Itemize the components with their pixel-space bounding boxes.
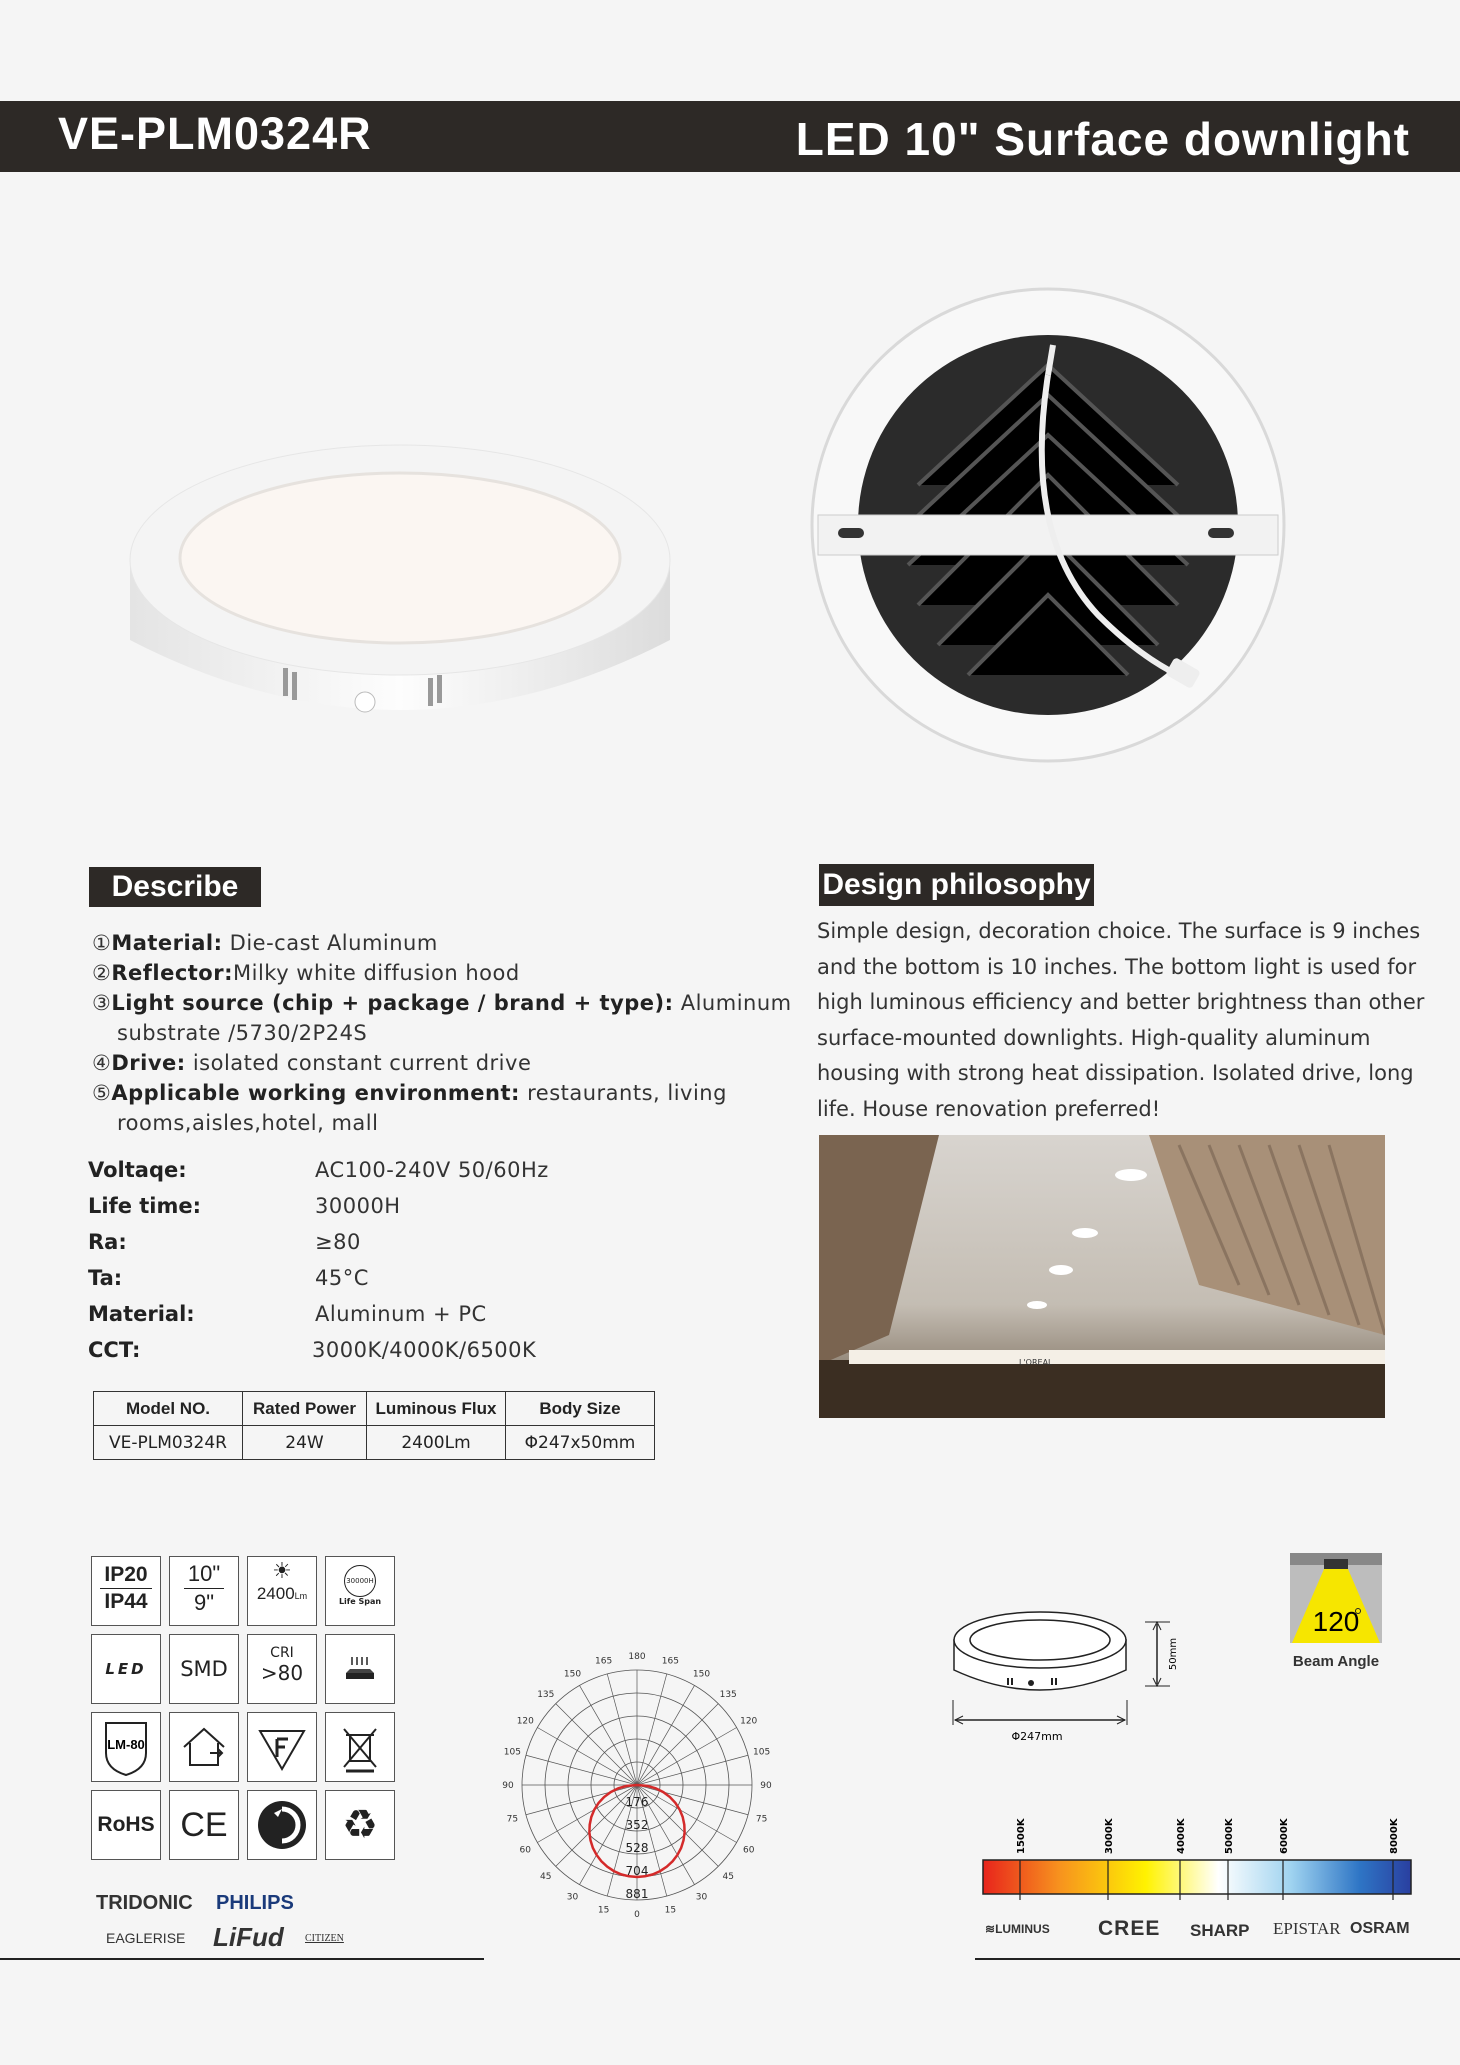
beam-angle-label: Beam Angle <box>1292 1653 1380 1670</box>
spec-label: Material: <box>88 1302 195 1326</box>
table-cell: 24W <box>243 1426 367 1460</box>
model-number: VE-PLM0324R <box>58 108 372 159</box>
polar-angle-label: 30 <box>566 1892 579 1903</box>
table-header-cell: Model NO. <box>94 1392 243 1426</box>
ceiling-scene-image <box>819 1135 1385 1418</box>
dimension-diameter: Φ247mm <box>1011 1730 1063 1743</box>
polar-spoke <box>537 1785 637 1843</box>
polar-angle-label: 30 <box>695 1892 708 1903</box>
lumen-icon: ☀ 2400Lm <box>247 1556 317 1626</box>
polar-ring-label: 352 <box>625 1818 649 1832</box>
spec-label: Ra: <box>88 1230 127 1254</box>
polar-spoke <box>637 1755 748 1785</box>
brand-philips: PHILIPS <box>216 1892 294 1914</box>
polar-angle-label: 0 <box>634 1910 640 1920</box>
feature-4: ④Drive: isolated constant current drive <box>92 1051 532 1075</box>
brand-sharp: SHARP <box>1190 1921 1250 1940</box>
recycle-icon <box>325 1790 395 1860</box>
describe-title: Describe <box>89 867 261 907</box>
polar-angle-label: 60 <box>519 1845 532 1856</box>
bottom-divider-left <box>0 1958 484 1960</box>
spec-label: Ta: <box>88 1266 123 1290</box>
table-header-row <box>94 1392 655 1426</box>
polar-angle-label: 90 <box>502 1781 514 1791</box>
cct-label: 4000K <box>1176 1818 1187 1854</box>
table-row <box>94 1426 655 1460</box>
beam-angle-icon <box>1288 1553 1384 1673</box>
feature-3: ③Light source (chip + package / brand + type): Aluminum <box>92 991 792 1015</box>
spec-value: ≥80 <box>315 1230 361 1254</box>
polar-angle-label: 60 <box>742 1845 755 1856</box>
spec-label: Voltaqe: <box>88 1158 187 1182</box>
spec-label: Life time: <box>88 1194 202 1218</box>
polar-angle-label: 45 <box>540 1872 552 1883</box>
smd-icon: SMD <box>169 1634 239 1704</box>
table-header-cell: Body Size <box>506 1392 655 1426</box>
polar-angle-label: 165 <box>661 1656 679 1667</box>
polar-angle-label: 45 <box>722 1872 734 1883</box>
svg-text:LM-80: LM-80 <box>107 1737 145 1752</box>
ce-icon: CE <box>169 1790 239 1860</box>
polar-angle-label: 135 <box>719 1689 737 1700</box>
polar-spoke <box>637 1728 737 1786</box>
polar-angle-label: 120 <box>740 1716 758 1727</box>
dimension-drawing <box>945 1600 1185 1750</box>
table-header-cell: Rated Power <box>243 1392 367 1426</box>
lm80-icon <box>91 1712 161 1782</box>
polar-angle-label: 150 <box>563 1669 582 1680</box>
polar-angle-label: 150 <box>692 1669 711 1680</box>
spec-value: Aluminum + PC <box>315 1302 487 1326</box>
spec-value: 3000K/4000K/6500K <box>312 1338 537 1362</box>
table-cell: VE-PLM0324R <box>94 1426 243 1460</box>
polar-angle-label: 105 <box>753 1747 771 1758</box>
table-cell: Φ247x50mm <box>506 1426 655 1460</box>
rohs-icon: RoHS <box>91 1790 161 1860</box>
table-cell: 2400Lm <box>367 1426 506 1460</box>
recycle-symbol-icon: ♻ <box>342 1802 378 1848</box>
scene-brand-text: L'OREAL <box>1019 1358 1053 1367</box>
polar-spoke <box>580 1685 638 1785</box>
brand-tridonic: TRIDONIC <box>96 1892 193 1914</box>
cri-icon: CRI >80 <box>247 1634 317 1704</box>
polar-angle-label: 90 <box>760 1781 772 1791</box>
polar-angle-label: 75 <box>506 1814 519 1825</box>
feature-5: ⑤Applicable working environment: restaurants, living <box>92 1081 727 1105</box>
polar-spoke <box>537 1728 637 1786</box>
spec-value: 45°C <box>315 1266 369 1290</box>
polar-angle-label: 135 <box>537 1689 555 1700</box>
polar-ring-label: 176 <box>625 1795 649 1809</box>
brand-epistar: EPISTAR <box>1273 1919 1341 1938</box>
model-table <box>93 1391 655 1460</box>
product-side-image <box>120 410 680 770</box>
table-header-cell: Luminous Flux <box>367 1392 506 1426</box>
spec-value: 30000H <box>315 1194 401 1218</box>
feature-5-cont: rooms,aisles,hotel, mall <box>117 1111 379 1135</box>
polar-ring-label: 528 <box>625 1841 649 1855</box>
bottom-divider-right <box>975 1958 1460 1960</box>
polar-angle-label: 75 <box>755 1814 768 1825</box>
lifespan-icon: 30000H Life Span <box>325 1556 395 1626</box>
polar-spoke <box>556 1704 637 1785</box>
product-title: LED 10" Surface downlight <box>795 113 1410 165</box>
brand-citizen: CITIZEN <box>305 1933 344 1944</box>
design-title: Design philosophy <box>819 864 1094 906</box>
polar-spoke <box>607 1674 637 1785</box>
cct-label: 5000K <box>1224 1818 1235 1854</box>
beam-angle-value: 120 <box>1312 1606 1360 1637</box>
ip-rating-icon: IP20 IP44 <box>91 1556 161 1626</box>
sun-icon: ☀ <box>272 1559 292 1584</box>
polar-ring-label: 704 <box>625 1864 649 1878</box>
polar-spoke <box>637 1674 667 1785</box>
cct-label: 6000K <box>1279 1818 1290 1854</box>
feature-2: ②Reflector:Milky white diffusion hood <box>92 961 520 985</box>
polar-ring-label: 881 <box>625 1887 649 1901</box>
brand-eaglerise: EAGLERISE <box>106 1930 186 1946</box>
brand-osram: OSRAM <box>1350 1920 1410 1937</box>
brand-luminus: ≋LUMINUS <box>985 1922 1050 1936</box>
cct-scale <box>980 1800 1415 1900</box>
polar-angle-label: 15 <box>597 1905 610 1916</box>
led-icon: LED <box>91 1634 161 1704</box>
polar-spoke <box>526 1755 637 1785</box>
polar-angle-label: 15 <box>664 1905 677 1916</box>
polar-angle-label: 105 <box>503 1747 521 1758</box>
design-text: Simple design, decoration choice. The surface is 9 inches and the bottom is 10 inches. The bottom light is used for high luminous efficiency and better brightness than other surface-mounted downlights. High-quality aluminum housing with strong heat dissipation. Isolated drive, long life. House renovation preferred! <box>817 919 1425 1121</box>
product-back-image <box>808 285 1288 765</box>
f-mark-icon <box>247 1712 317 1782</box>
polar-spoke <box>526 1785 637 1815</box>
dimension-height: 50mm <box>1168 1637 1179 1671</box>
polar-distribution-chart <box>490 1645 785 1930</box>
polar-spoke <box>637 1685 695 1785</box>
size-icon: 10" 9" <box>169 1556 239 1626</box>
green-point-icon <box>247 1790 317 1860</box>
cct-gradient-bar <box>983 1860 1411 1894</box>
indoor-icon <box>169 1712 239 1782</box>
polar-angle-label: 120 <box>516 1716 534 1727</box>
weee-icon <box>325 1712 395 1782</box>
spec-value: AC100-240V 50/60Hz <box>315 1158 549 1182</box>
polar-spoke <box>637 1785 748 1815</box>
cct-label: 3000K <box>1104 1818 1115 1854</box>
feature-1: ①Material: Die-cast Aluminum <box>92 931 438 955</box>
brand-cree: CREE <box>1098 1917 1161 1940</box>
spec-label: CCT: <box>88 1338 141 1362</box>
heat-dissipation-icon <box>325 1634 395 1704</box>
polar-angle-label: 165 <box>595 1656 613 1667</box>
cct-label: 1500K <box>1016 1818 1027 1854</box>
brand-lifud: LiFud <box>213 1922 284 1952</box>
cct-label: 8000K <box>1389 1818 1400 1854</box>
polar-angle-label: 180 <box>628 1652 646 1662</box>
polar-spoke <box>637 1704 718 1785</box>
polar-spoke <box>637 1785 737 1843</box>
feature-3-cont: substrate /5730/2P24S <box>117 1021 368 1045</box>
